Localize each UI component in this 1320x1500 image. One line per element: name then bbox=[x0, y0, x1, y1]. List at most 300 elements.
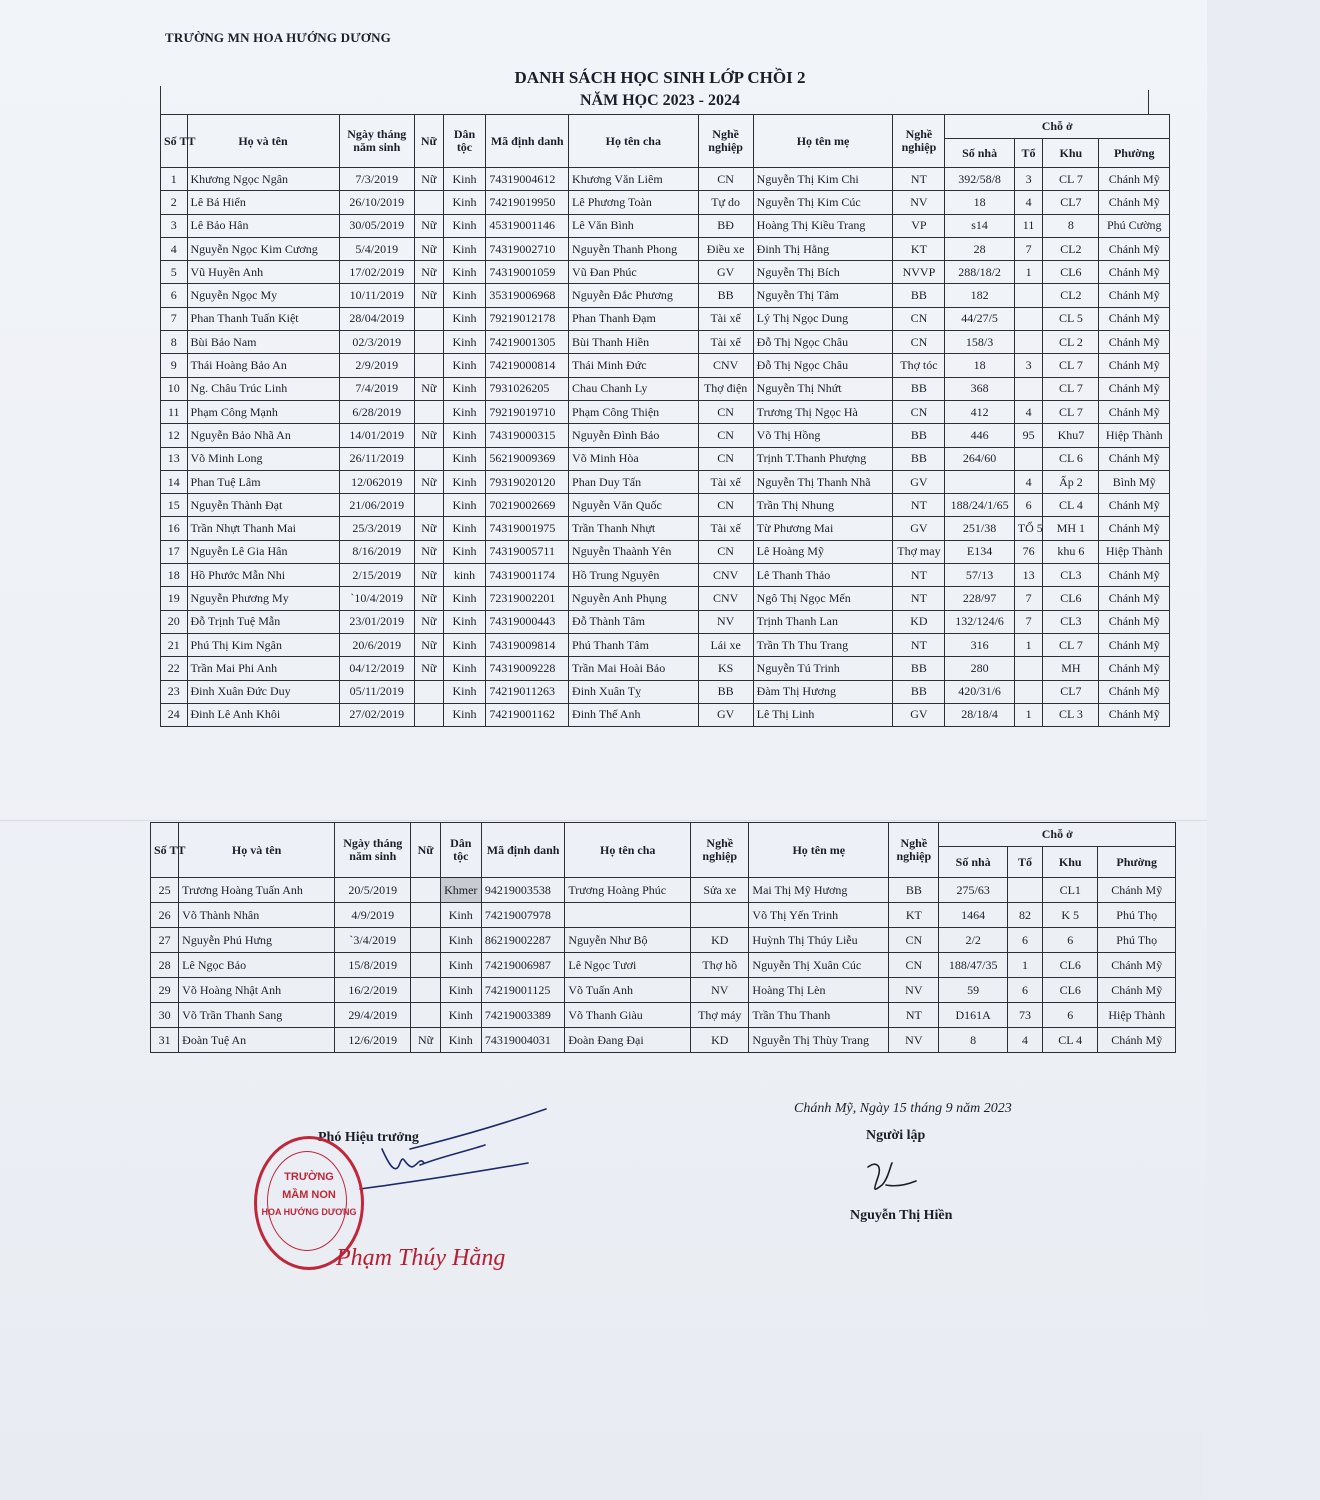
cell-name: Võ Trần Thanh Sang bbox=[179, 1003, 335, 1028]
cell-khu: CL1 bbox=[1043, 878, 1098, 903]
cell-ethnic: Kinh bbox=[443, 424, 486, 447]
cell-ethnic: Kinh bbox=[443, 214, 486, 237]
cell-khu: Ấp 2 bbox=[1043, 470, 1099, 493]
cell-mother-job: CN bbox=[893, 307, 945, 330]
header-to: Tổ bbox=[1007, 847, 1042, 878]
vice-principal-title: Phó Hiệu trưởng bbox=[318, 1130, 419, 1145]
cell-mother-job: KT bbox=[893, 237, 945, 260]
cell-stt: 1 bbox=[161, 168, 188, 191]
cell-mother: Mai Thị Mỹ Hương bbox=[749, 878, 889, 903]
cell-id: 74319000443 bbox=[486, 610, 569, 633]
cell-stt: 4 bbox=[161, 237, 188, 260]
cell-female bbox=[415, 307, 444, 330]
cell-father-job: GV bbox=[698, 261, 753, 284]
table-row bbox=[161, 168, 1170, 191]
cell-id: 79219012178 bbox=[486, 307, 569, 330]
cell-ward: Chánh Mỹ bbox=[1099, 610, 1170, 633]
table-row bbox=[161, 494, 1170, 517]
page-fold bbox=[0, 820, 1207, 821]
cell-id: 94219003538 bbox=[481, 878, 564, 903]
table-row bbox=[161, 587, 1170, 610]
cell-house: 18 bbox=[945, 191, 1014, 214]
header-dob: Ngày tháng năm sinh bbox=[335, 823, 411, 878]
cell-ward: Chánh Mỹ bbox=[1098, 978, 1176, 1003]
cell-ethnic: Kinh bbox=[440, 1003, 481, 1028]
vice-principal-name: Phạm Thúy Hằng bbox=[336, 1245, 506, 1271]
cell-name: Trần Mai Phi Anh bbox=[187, 657, 339, 680]
cell-id: 74219001125 bbox=[481, 978, 564, 1003]
cell-house: 28/18/4 bbox=[945, 703, 1014, 726]
table-row bbox=[151, 953, 1176, 978]
cell-mother: Nguyễn Tú Trinh bbox=[753, 657, 893, 680]
cell-father-job: CNV bbox=[698, 564, 753, 587]
header-id: Mã định danh bbox=[486, 115, 569, 168]
cell-stt: 12 bbox=[161, 424, 188, 447]
cell-female bbox=[411, 878, 440, 903]
cell-id: 74319009228 bbox=[486, 657, 569, 680]
table-row bbox=[161, 703, 1170, 726]
cell-dob: 23/01/2019 bbox=[339, 610, 414, 633]
cell-dob: 21/06/2019 bbox=[339, 494, 414, 517]
cell-mother: Nguyễn Thị Nhứt bbox=[753, 377, 893, 400]
cell-dob: 29/4/2019 bbox=[335, 1003, 411, 1028]
cell-female bbox=[415, 331, 444, 354]
cell-stt: 8 bbox=[161, 331, 188, 354]
cell-id: 7931026205 bbox=[486, 377, 569, 400]
cell-dob: 12/6/2019 bbox=[335, 1028, 411, 1053]
table-row bbox=[161, 400, 1170, 423]
cell-khu: CL 7 bbox=[1043, 377, 1099, 400]
cell-house: 188/47/35 bbox=[939, 953, 1007, 978]
cell-to: 73 bbox=[1007, 1003, 1042, 1028]
table-row bbox=[161, 424, 1170, 447]
cell-house: 59 bbox=[939, 978, 1007, 1003]
cell-house: 251/38 bbox=[945, 517, 1014, 540]
cell-to: 3 bbox=[1014, 168, 1043, 191]
cell-female: Nữ bbox=[415, 424, 444, 447]
cell-to bbox=[1014, 331, 1043, 354]
cell-ethnic: Kinh bbox=[443, 587, 486, 610]
cell-dob: 05/11/2019 bbox=[339, 680, 414, 703]
cell-to bbox=[1014, 657, 1043, 680]
cell-father: Đoàn Đang Đại bbox=[565, 1028, 691, 1053]
cell-father: Nguyễn Đình Bảo bbox=[569, 424, 699, 447]
cell-ethnic: Kinh bbox=[443, 610, 486, 633]
cell-father-job: Sửa xe bbox=[691, 878, 749, 903]
table-frame-line bbox=[1148, 90, 1149, 114]
cell-name: Thái Hoàng Bảo An bbox=[187, 354, 339, 377]
cell-to: 1 bbox=[1014, 703, 1043, 726]
table-row bbox=[161, 610, 1170, 633]
cell-father-job: CN bbox=[698, 424, 753, 447]
stamp-text-3: HOA HƯỚNG DƯƠNG bbox=[261, 1207, 357, 1217]
cell-dob: 10/11/2019 bbox=[339, 284, 414, 307]
cell-house: 28 bbox=[945, 237, 1014, 260]
cell-mother: Võ Thị Yến Trinh bbox=[749, 903, 889, 928]
cell-female: Nữ bbox=[415, 564, 444, 587]
cell-ethnic: Kinh bbox=[443, 517, 486, 540]
cell-to: 4 bbox=[1014, 400, 1043, 423]
cell-dob: 17/02/2019 bbox=[339, 261, 414, 284]
cell-to: 4 bbox=[1007, 1028, 1042, 1053]
cell-ward: Phú Thọ bbox=[1098, 903, 1176, 928]
cell-female bbox=[411, 903, 440, 928]
header-to: Tổ bbox=[1014, 139, 1043, 168]
cell-stt: 31 bbox=[151, 1028, 179, 1053]
header-house: Số nhà bbox=[939, 847, 1007, 878]
cell-female bbox=[415, 400, 444, 423]
cell-father-job: KD bbox=[691, 928, 749, 953]
cell-stt: 21 bbox=[161, 633, 188, 656]
cell-mother-job: BB bbox=[889, 878, 939, 903]
cell-khu: CL 2 bbox=[1043, 331, 1099, 354]
cell-mother: Nguyễn Thị Kim Chi bbox=[753, 168, 893, 191]
cell-mother-job: NT bbox=[893, 168, 945, 191]
cell-name: Đỗ Trịnh Tuệ Mẫn bbox=[187, 610, 339, 633]
cell-father-job: BB bbox=[698, 680, 753, 703]
cell-to: 11 bbox=[1014, 214, 1043, 237]
school-name: TRƯỜNG MN HOA HƯỚNG DƯƠNG bbox=[165, 30, 391, 45]
cell-mother-job: GV bbox=[893, 517, 945, 540]
table-row bbox=[161, 354, 1170, 377]
cell-ward: Chánh Mỹ bbox=[1099, 307, 1170, 330]
cell-mother: Trương Thị Ngọc Hà bbox=[753, 400, 893, 423]
cell-khu: khu 6 bbox=[1043, 540, 1099, 563]
cell-dob: `10/4/2019 bbox=[339, 587, 414, 610]
cell-to: 95 bbox=[1014, 424, 1043, 447]
cell-name: Võ Hoàng Nhật Anh bbox=[179, 978, 335, 1003]
cell-id: 74319000315 bbox=[486, 424, 569, 447]
table-row bbox=[161, 470, 1170, 493]
cell-ethnic: Kinh bbox=[443, 470, 486, 493]
stamp-text-2: MẦM NON bbox=[282, 1189, 336, 1201]
cell-house: 188/24/1/65 bbox=[945, 494, 1014, 517]
cell-khu: CL7 bbox=[1043, 191, 1099, 214]
cell-to: 7 bbox=[1014, 237, 1043, 260]
cell-ward: Chánh Mỹ bbox=[1099, 633, 1170, 656]
table-row bbox=[161, 680, 1170, 703]
cell-father: Đỗ Thành Tâm bbox=[569, 610, 699, 633]
cell-id: 74219000814 bbox=[486, 354, 569, 377]
cell-khu: 8 bbox=[1043, 214, 1099, 237]
cell-female: Nữ bbox=[415, 610, 444, 633]
cell-house: 57/13 bbox=[945, 564, 1014, 587]
cell-mother-job: NV bbox=[889, 978, 939, 1003]
cell-khu: K 5 bbox=[1043, 903, 1098, 928]
cell-father: Võ Thanh Giàu bbox=[565, 1003, 691, 1028]
cell-id: 74219003389 bbox=[481, 1003, 564, 1028]
cell-to: 4 bbox=[1014, 470, 1043, 493]
cell-mother: Từ Phương Mai bbox=[753, 517, 893, 540]
header-ethnic: Dân tộc bbox=[440, 823, 481, 878]
cell-stt: 23 bbox=[161, 680, 188, 703]
cell-father: Lê Văn Bình bbox=[569, 214, 699, 237]
cell-dob: 26/11/2019 bbox=[339, 447, 414, 470]
cell-female bbox=[415, 354, 444, 377]
table-row bbox=[161, 657, 1170, 680]
cell-house: 228/97 bbox=[945, 587, 1014, 610]
cell-father: Bùi Thanh Hiền bbox=[569, 331, 699, 354]
maker-signature bbox=[862, 1155, 922, 1200]
cell-khu: CL3 bbox=[1043, 610, 1099, 633]
cell-father-job: CNV bbox=[698, 354, 753, 377]
cell-ethnic: Kinh bbox=[443, 354, 486, 377]
cell-to: 82 bbox=[1007, 903, 1042, 928]
cell-father: Trương Hoàng Phúc bbox=[565, 878, 691, 903]
cell-female: Nữ bbox=[415, 657, 444, 680]
cell-stt: 27 bbox=[151, 928, 179, 953]
table-row bbox=[161, 191, 1170, 214]
cell-stt: 29 bbox=[151, 978, 179, 1003]
cell-khu: MH 1 bbox=[1043, 517, 1099, 540]
cell-father: Phú Thanh Tâm bbox=[569, 633, 699, 656]
cell-khu: 6 bbox=[1043, 1003, 1098, 1028]
cell-father-job: NV bbox=[691, 978, 749, 1003]
cell-mother-job: BB bbox=[893, 377, 945, 400]
cell-mother: Ngô Thị Ngọc Mến bbox=[753, 587, 893, 610]
cell-female bbox=[411, 953, 440, 978]
cell-female: Nữ bbox=[415, 470, 444, 493]
cell-name: Nguyễn Phú Hưng bbox=[179, 928, 335, 953]
cell-ward: Chánh Mỹ bbox=[1099, 680, 1170, 703]
cell-stt: 20 bbox=[161, 610, 188, 633]
cell-mother: Đinh Thị Hằng bbox=[753, 237, 893, 260]
header-stt: Số TT bbox=[151, 823, 179, 878]
cell-ward: Phú Thọ bbox=[1098, 928, 1176, 953]
cell-dob: 27/02/2019 bbox=[339, 703, 414, 726]
cell-house: 8 bbox=[939, 1028, 1007, 1053]
cell-ethnic: Khmer bbox=[440, 878, 481, 903]
cell-father: Đinh Xuân Tỵ bbox=[569, 680, 699, 703]
cell-id: 74219001305 bbox=[486, 331, 569, 354]
cell-father: Võ Minh Hòa bbox=[569, 447, 699, 470]
table-row bbox=[161, 307, 1170, 330]
cell-ward: Chánh Mỹ bbox=[1099, 447, 1170, 470]
school-year: NĂM HỌC 2023 - 2024 bbox=[580, 92, 740, 109]
cell-ethnic: Kinh bbox=[443, 494, 486, 517]
cell-mother: Hoàng Thị Lèn bbox=[749, 978, 889, 1003]
cell-female bbox=[415, 447, 444, 470]
cell-id: 74219001162 bbox=[486, 703, 569, 726]
header-dob: Ngày tháng năm sinh bbox=[339, 115, 414, 168]
cell-stt: 5 bbox=[161, 261, 188, 284]
cell-stt: 11 bbox=[161, 400, 188, 423]
cell-father: Vũ Đan Phúc bbox=[569, 261, 699, 284]
cell-dob: 4/9/2019 bbox=[335, 903, 411, 928]
cell-id: 74319001174 bbox=[486, 564, 569, 587]
cell-dob: 14/01/2019 bbox=[339, 424, 414, 447]
cell-khu: CL 7 bbox=[1043, 400, 1099, 423]
table-row bbox=[151, 903, 1176, 928]
cell-house: 44/27/5 bbox=[945, 307, 1014, 330]
cell-father-job: Thợ điện bbox=[698, 377, 753, 400]
header-father: Họ tên cha bbox=[565, 823, 691, 878]
cell-name: Khương Ngọc Ngân bbox=[187, 168, 339, 191]
cell-to: 6 bbox=[1007, 928, 1042, 953]
cell-house: 158/3 bbox=[945, 331, 1014, 354]
cell-stt: 14 bbox=[161, 470, 188, 493]
cell-name: Nguyễn Bảo Nhã An bbox=[187, 424, 339, 447]
header-female: Nữ bbox=[411, 823, 440, 878]
table-row bbox=[151, 878, 1176, 903]
cell-id: 45319001146 bbox=[486, 214, 569, 237]
cell-name: Lê Bá Hiển bbox=[187, 191, 339, 214]
cell-ward: Chánh Mỹ bbox=[1099, 400, 1170, 423]
cell-khu: Khu7 bbox=[1043, 424, 1099, 447]
cell-mother-job: BB bbox=[893, 424, 945, 447]
cell-mother: Trần Th Thu Trang bbox=[753, 633, 893, 656]
cell-house: 264/60 bbox=[945, 447, 1014, 470]
cell-ethnic: Kinh bbox=[443, 633, 486, 656]
header-mother: Họ tên mẹ bbox=[749, 823, 889, 878]
cell-female: Nữ bbox=[415, 633, 444, 656]
cell-dob: `3/4/2019 bbox=[335, 928, 411, 953]
cell-ward: Chánh Mỹ bbox=[1099, 703, 1170, 726]
cell-name: Trương Hoàng Tuấn Anh bbox=[179, 878, 335, 903]
cell-father: Lê Phương Toàn bbox=[569, 191, 699, 214]
cell-mother: Lê Thị Linh bbox=[753, 703, 893, 726]
cell-ward: Chánh Mỹ bbox=[1099, 587, 1170, 610]
cell-mother: Nguyễn Thị Xuân Cúc bbox=[749, 953, 889, 978]
cell-mother: Trần Thị Nhung bbox=[753, 494, 893, 517]
cell-dob: 15/8/2019 bbox=[335, 953, 411, 978]
cell-stt: 6 bbox=[161, 284, 188, 307]
page-title: DANH SÁCH HỌC SINH LỚP CHỒI 2 bbox=[514, 68, 806, 87]
cell-mother: Nguyễn Thị Thanh Nhã bbox=[753, 470, 893, 493]
cell-house: 316 bbox=[945, 633, 1014, 656]
cell-father: Nguyễn Thanh Phong bbox=[569, 237, 699, 260]
cell-father: Nguyễn Như Bộ bbox=[565, 928, 691, 953]
cell-ward: Chánh Mỹ bbox=[1099, 657, 1170, 680]
cell-house: 1464 bbox=[939, 903, 1007, 928]
header-stt: Số TT bbox=[161, 115, 188, 168]
cell-female: Nữ bbox=[411, 1028, 440, 1053]
cell-female: Nữ bbox=[415, 517, 444, 540]
cell-mother: Huỳnh Thị Thúy Liễu bbox=[749, 928, 889, 953]
cell-father-job: GV bbox=[698, 703, 753, 726]
cell-house: s14 bbox=[945, 214, 1014, 237]
table-row bbox=[161, 261, 1170, 284]
table-row bbox=[161, 564, 1170, 587]
cell-id: 74319002710 bbox=[486, 237, 569, 260]
cell-father: Đinh Thế Anh bbox=[569, 703, 699, 726]
cell-mother-job: CN bbox=[893, 331, 945, 354]
header-ward: Phường bbox=[1099, 139, 1170, 168]
cell-dob: 30/05/2019 bbox=[339, 214, 414, 237]
cell-id: 74319005711 bbox=[486, 540, 569, 563]
cell-father: Thái Minh Đức bbox=[569, 354, 699, 377]
cell-stt: 26 bbox=[151, 903, 179, 928]
cell-to bbox=[1014, 307, 1043, 330]
table-row bbox=[151, 978, 1176, 1003]
header-khu: Khu bbox=[1043, 847, 1098, 878]
cell-khu: CL 6 bbox=[1043, 447, 1099, 470]
cell-ethnic: Kinh bbox=[443, 703, 486, 726]
cell-khu: CL6 bbox=[1043, 587, 1099, 610]
cell-stt: 18 bbox=[161, 564, 188, 587]
cell-dob: 16/2/2019 bbox=[335, 978, 411, 1003]
cell-house: 182 bbox=[945, 284, 1014, 307]
cell-ward: Hiệp Thành bbox=[1099, 540, 1170, 563]
cell-female bbox=[411, 978, 440, 1003]
cell-to: 76 bbox=[1014, 540, 1043, 563]
cell-dob: 28/04/2019 bbox=[339, 307, 414, 330]
cell-khu: CL2 bbox=[1043, 237, 1099, 260]
header-name: Họ và tên bbox=[179, 823, 335, 878]
cell-father-job: Tài xế bbox=[698, 470, 753, 493]
cell-name: Phan Thanh Tuấn Kiệt bbox=[187, 307, 339, 330]
cell-father: Trần Thanh Nhựt bbox=[569, 517, 699, 540]
cell-ethnic: Kinh bbox=[443, 680, 486, 703]
cell-dob: 20/5/2019 bbox=[335, 878, 411, 903]
cell-house: 275/63 bbox=[939, 878, 1007, 903]
cell-id: 74319009814 bbox=[486, 633, 569, 656]
cell-id: 86219002287 bbox=[481, 928, 564, 953]
cell-female: Nữ bbox=[415, 168, 444, 191]
cell-father-job: Tài xế bbox=[698, 331, 753, 354]
cell-name: Nguyễn Lê Gia Hân bbox=[187, 540, 339, 563]
cell-id: 70219002669 bbox=[486, 494, 569, 517]
header-id: Mã định danh bbox=[481, 823, 564, 878]
cell-dob: 02/3/2019 bbox=[339, 331, 414, 354]
cell-mother-job: BB bbox=[893, 657, 945, 680]
cell-female: Nữ bbox=[415, 540, 444, 563]
header-father-job: Nghề nghiệp bbox=[691, 823, 749, 878]
cell-mother-job: BB bbox=[893, 680, 945, 703]
cell-stt: 22 bbox=[161, 657, 188, 680]
stamp-text-1: TRƯỜNG bbox=[284, 1171, 334, 1183]
cell-house: 368 bbox=[945, 377, 1014, 400]
cell-to: TỔ 5 bbox=[1014, 517, 1043, 540]
cell-mother: Lý Thị Ngọc Dung bbox=[753, 307, 893, 330]
header-father: Họ tên cha bbox=[569, 115, 699, 168]
cell-to: 4 bbox=[1014, 191, 1043, 214]
cell-stt: 25 bbox=[151, 878, 179, 903]
cell-father: Lê Ngọc Tươi bbox=[565, 953, 691, 978]
cell-father bbox=[565, 903, 691, 928]
cell-house: 280 bbox=[945, 657, 1014, 680]
cell-khu: CL 4 bbox=[1043, 1028, 1098, 1053]
cell-father: Nguyễn Thaành Yên bbox=[569, 540, 699, 563]
cell-female: Nữ bbox=[415, 214, 444, 237]
cell-stt: 17 bbox=[161, 540, 188, 563]
cell-name: Nguyễn Ngọc My bbox=[187, 284, 339, 307]
cell-female: Nữ bbox=[415, 237, 444, 260]
cell-ethnic: Kinh bbox=[443, 191, 486, 214]
cell-ward: Chánh Mỹ bbox=[1099, 354, 1170, 377]
cell-mother: Lê Thanh Thảo bbox=[753, 564, 893, 587]
cell-to: 7 bbox=[1014, 610, 1043, 633]
cell-ethnic: kinh bbox=[443, 564, 486, 587]
cell-father-job: BĐ bbox=[698, 214, 753, 237]
cell-ward: Chánh Mỹ bbox=[1099, 168, 1170, 191]
cell-dob: 25/3/2019 bbox=[339, 517, 414, 540]
cell-father-job: CN bbox=[698, 540, 753, 563]
table-row bbox=[161, 284, 1170, 307]
cell-khu: CL 4 bbox=[1043, 494, 1099, 517]
cell-name: Bùi Bảo Nam bbox=[187, 331, 339, 354]
cell-dob: 5/4/2019 bbox=[339, 237, 414, 260]
cell-ethnic: Kinh bbox=[440, 928, 481, 953]
table-row bbox=[161, 214, 1170, 237]
cell-house: 2/2 bbox=[939, 928, 1007, 953]
cell-khu: CL3 bbox=[1043, 564, 1099, 587]
cell-dob: 6/28/2019 bbox=[339, 400, 414, 423]
cell-stt: 9 bbox=[161, 354, 188, 377]
cell-female bbox=[415, 680, 444, 703]
cell-id: 74219007978 bbox=[481, 903, 564, 928]
cell-id: 74319004031 bbox=[481, 1028, 564, 1053]
